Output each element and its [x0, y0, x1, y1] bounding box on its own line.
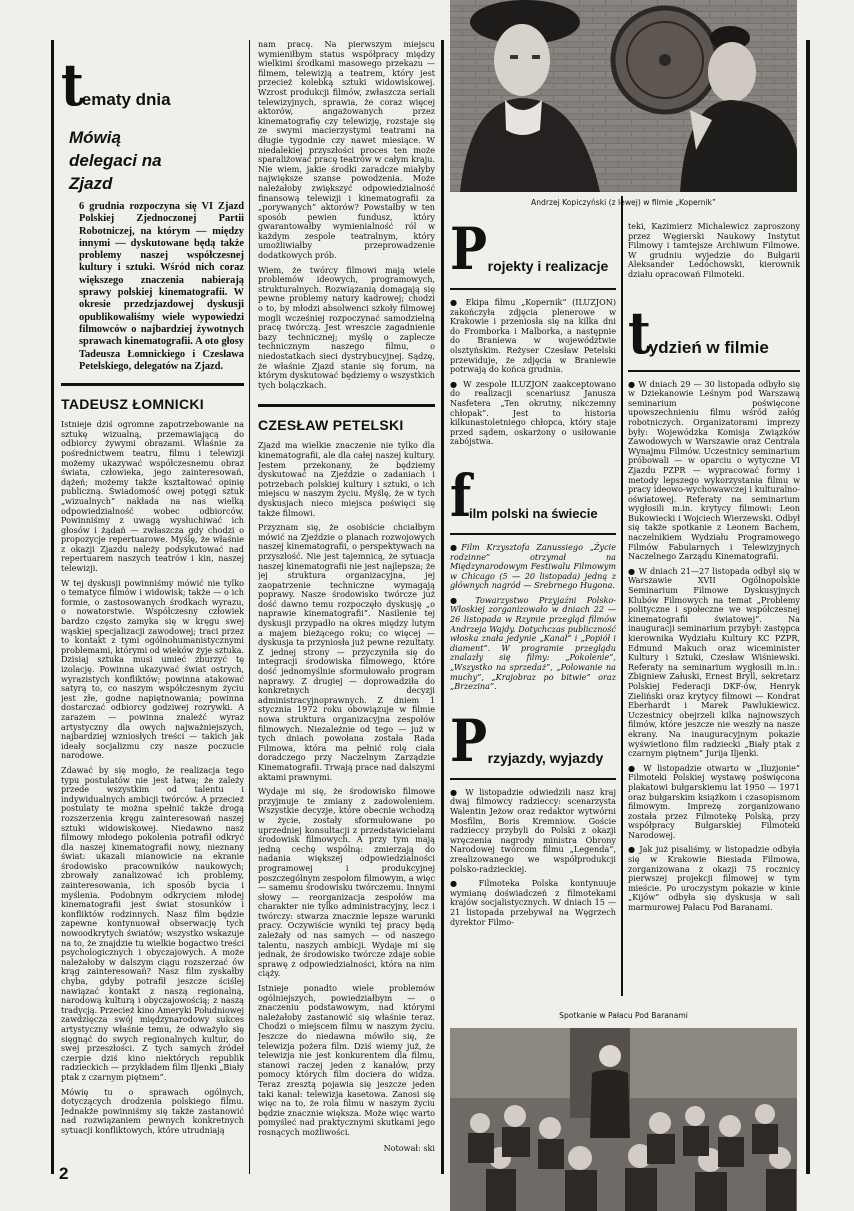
- column-rule-2: [441, 40, 444, 1174]
- article-paragraph: W tej dyskusji powinniśmy mówić nie tylko o tematyce filmów i widowisk; także — o ich formie, o zastosowanych środkach wyrazu, o nowatorstwie. Współczesny człowiek bardzo często zamyka się w kręgu swej wąskiej specjalizacji zawodowej; traci przez to kontakt z tymi ogólnohumanistycznymi problemami, którymi od wieków żyje sztuka. Dzisiaj sztuka musi umieć zburzyć tę izolację. Powinna ukazywać świat ostrych, wyrazistych konfliktów; powinna atakować satyrą to, co naszym współczesnym życiu jest złe, godne napiętnowania; powinna dostarczać odbiorcy godziwej rozrywki. A zarazem — powinna znaleźć wyraz artystyczny dla owych najważniejszych, najbardziej wzniosłych treści — takich jak ideały socjalizmu czy nasze poczucie narodowe.: [61, 577, 244, 761]
- column-1: [61, 58, 244, 1170]
- news-item: ● Towarzystwo Przyjaźni Polsko-Włoskiej zorganizowało w dniach 22 — 26 listopada w Rzymie przegląd filmów Andrzeja Wajdy. Dotychczas publiczność włoska znała jedynie „Kanał” i „Popiół i diament”. W programie przeglądu znalazły się filmy: „Pokolenie”, „Wszystko na sprzedaż”, „Polowanie na muchy”, „Krajobraz po bitwie” oraz „Brzezina”.: [450, 594, 616, 692]
- article-paragraph: Istnieje ponadto wiele problemów ogólniejszych, powiedziałbym — o znaczeniu podstawowym, nad którymi należałoby zastanowić się właśnie teraz. Chodzi o miejscem filmu w naszym życiu. Jeszcze do niedawna mówiło się, że telewizja pożera film. Dziś wiemy już, że telewizja nie jest konkurentem dla filmu, stanowi raczej jeden z kanałów, przy pomocy których film dociera do widza. Teraz zresztą pojawia się jeszcze jeden taki kanał: telewizja kasetowa. Zanosi się więc na to, że rola filmu w naszym życiu będzie znacznie większa. Może więc warto pomyśleć nad praktycznymi skutkami jego rosnących możliwości.: [258, 983, 435, 1137]
- news-item: ●Film Krzysztofa Zanussiego „Życie rodzinne” otrzymał na Międzynarodowym Festiwalu Filmowym w Chicago (5 — 20 listopada) jedną z głównych nagród — Srebrnego Hugona.: [450, 541, 616, 591]
- kicker-tematy-dnia: tematy dnia: [61, 58, 171, 119]
- article-paragraph: Przyznam się, że osobiście chciałbym mówić na Zjeździe o planach rozwojowych naszej kinematografii, o perspektywach na przyszłość. Nie jest tajemnicą, że sytuacja naszej kinematografii nie jest najlepsza; że jej struktura organizacyjna, jej zaopatrzenie techniczne wymagają poprawy. Nasze środowisko twórcze już dość dawno temu rozpoczęło dyskusję „o naprawie kinematografii”. Nasilenie tej dyskusji przypadło na okres między lutym a majem bieżącego roku; co więcej — dyskusja ta przyniosła już pewne rezultaty. Z jednej strony — przyczyniła się do integracji środowiska filmowego, które dość jednomyślnie sformułowało program naprawy. Z drugiej — doprowadziła do konkretnych decyzji administracyjnoprawnych. Z dniem 1 stycznia 1972 roku obowiązuje w filmie nowa struktura organizacyjna zespołów filmowych. Niezależnie od tego — już w tych dniach powołana została Rada Filmowa, która ma pełnić rolę ciała doradczego przy Naczelnym Zarządzie Kinematografii. Trwają prace nad dalszymi aktami prawnymi.: [258, 522, 435, 782]
- photo-kopernik: [450, 0, 797, 192]
- kicker-tydzien: tydzień w filmie: [628, 298, 769, 367]
- article-paragraph: Zdawać by się mogło, że realizacja tego typu postulatów nie jest łatwa; że zależy przede wszystkim od talentu i indywidualnych ambicji twórców. A przecież postulaty te można spełnić także drogą rozszerzenia kręgu zainteresowań naszej sztuki widowiskowej. Niedawno nasz filmowy młodego pokolenia potrafił odkryć dla naszej kinematografii nowy, nieznany świat: ukazali mianowicie na ekranie środowisko pracowników naukowych; zbrowały zanalizować ich problemy, zainteresowania, ich sposób bycia i myślenia. Podobnym odkryciem młodej kinematografii jest świat stosunków i konfliktów rodzinnych. Nasz film będzie zapewne kontynuował obserwację tych nowoodkrytych światów; wszystko wskazuje na to, że znajdzie tu wielkie bogactwo treści psychologicznych i obyczajowych. A może należałoby w dalszym ciągu rozszerzać ów krąg zainteresowań? Nasz film zyskałby chyba, gdyby potrafił jeszcze ściślej nawiązać kontakt z naszą regionalną, narodową kulturą i obyczajowością; z naszą tradycją. Przecież kino Ameryki Południowej zawdzięcza swój międzynarodowy sukces artystyczny właśnie temu, że odważyło się sięgnąć do swych regionalnych kultur, do swej przeszłości. Z tych samych źródeł czerpie dziś kino niektórych republik radzieckich — przykładem film Iljenki „Biały ptak z czarnym piętnem”.: [61, 764, 244, 1082]
- article-paragraph: Wiem, że twórcy filmowi mają wiele problemów ideowych, programowych, strukturalnych. Rozwiązanią domagają się pewne problemy natury kadrowej; chodzi o to, by młodzi absolwenci szkoły filmowej mogli wcześniej rozpoczynać samodzielną pracę twórczą. Jest wreszcie zagadnienie bazy technicznej; myślę o zaplecze technicznym naszego filmu, o niedostatkach sieci dystrybucyjnej. Sądzę, że właśnie Zjazd stanie się forum, na którym dyskutować będziemy o wszystkich tych bolączkach.: [258, 264, 435, 390]
- column-3: [450, 222, 616, 998]
- news-item-continued: teki, Kazimierz Michalewicz zaproszony przez Węgierski Naukowy Instytut Filmowy i tamtejsze Archiwum Filmowe. W grudniu wyjedzie do Bułgarii Aleksander Ledóchowski, kierownik działu opracowań Filmoteki.: [628, 222, 800, 279]
- news-item: ● W listopadzie odwiedzili nasz kraj dwaj filmowcy radzieccy: scenarzysta Walentin Jeżow oraz redaktor wytwórni Mosfilm, Boris Kremniow. Goście radzieccy przybyli do Polski z okazji wręczenia nagrody ministra Obrony Narodowej twórcom filmu „Legenda”, zrealizowanego we współprodukcji polsko-radzieckiej.: [450, 786, 616, 874]
- news-item: ● W listopadzie otwarto w „Iluzjonie” Filmoteki Polskiej wystawę poświęcona plakatowi bułgarskiemu lat 1950 — 1971 oraz bułgarskim książkom i czasopismom filmowym. Imprezę zorganizowano została przez Filmotekę Polską, przy współpracy Bułgarskiej Filmoteki Narodowej.: [628, 762, 800, 840]
- column-4: [628, 222, 800, 998]
- kicker-projekty: Projekty i realizacje: [450, 222, 609, 283]
- photo-kopernik-image: [450, 0, 797, 192]
- kicker-film-polski: film polski na świecie: [450, 461, 598, 530]
- photo-palace: [450, 1028, 797, 1211]
- divider: [450, 778, 616, 780]
- article-paragraph: Mówię tu o sprawach ogólnych, dotyczących drodzenia polskiego filmu. Jednakże powinniśmy się także zastanowić nad rozwiązaniem pewnych konkretnych sytuacji konfliktowych, które utrudniają: [61, 1086, 244, 1135]
- news-item: ● W dniach 29 — 30 listopada odbyło się w Dziekanowie Leśnym pod Warszawą seminarium poświęcone upowszechnieniu filmu wśród załóg robotniczych. Organizatorami imprezy były: Wojewódzka Komisja Związków Zawodowych w Warszawie oraz Centrala Wynajmu Filmów. Uczestnicy seminarium próbowali — w oparciu o wytyczne VI Zjazdu PZPR — wypracować formy i metody lepszego wykorzystania filmu w pracy ideowo-wychowawczej i kulturalno-oświatowej. Referaty na seminarium wygłosili m.in. krytycy filmowi: Leon Bukowiecki i Wojciech Wierzewski. Odbył się także spotkanie z Leonem Bachem, naczelnikiem Wydziału Programowego Filmów Fabularnych i Telewizyjnych Naczelnego Zarządu Kinematografii.: [628, 378, 800, 562]
- news-item: ● W dniach 21—27 listopada odbył się w Warszawie XVII Ogólnopolskie Seminarium Filmowe Dyskusyjnych Klubów Filmowych na temat „Problemy polityczne i społeczne we współczesnej kinematografii światowej”. Na inauguracji seminarium przybył: zastępca kierownika Wydziału Kultury KC PZPR, Edmund Makuch oraz wiceminister Kultury i Sztuki, Czesław Wiśniewski. Referaty na seminarium wygłosili m.in.: Zbigniew Załuski, Ernest Bryll, sekretarz Polskiej Federacji DKF-ów, Henryk Zieliński oraz krytycy filmowi — Kondrat Eberhardt i Marek Pawlukiewicz. Uczestnicy obejrzeli kilka najnowszych filmów, które jeszcze nie weszły na nasze ekrany. Na inauguracyjnym pokazie wyświetlono film radziecki „Biały ptak z czarnym piętnem” Jurija Iljenki.: [628, 565, 800, 759]
- page-number: 2: [59, 1164, 69, 1183]
- lead-paragraph: 6 grudnia rozpoczyna się VI Zjazd Polskiej Zjednoczonej Partii Robotniczej, na którym — między innymi — dyskutowane będą także problemy naszej współczesnej kultury i sztuki. Wśród nich coraz większego znaczenia nabierają sprawy polskiej kinematografii. W okresie przedzjazdowej dyskusji opublikowaliśmy wiele wypowiedzi filmowców o najbardziej żywotnych sprawach kinematografii. A oto głosy Tadeusza Łomnickiego i Czesława Petelskiego, delegatów na Zjazd.: [79, 201, 244, 372]
- column-rule-1: [249, 40, 250, 1174]
- news-item: ● W zespole ILUZJON zaakceptowano do realizacji scenariusz Janusza Nasfetera „Ten okrutny, nikczemny chłopak”. Jest to historia kilkunastoletniego chłopca, który staje przed sądem, oskarżony o usiłowanie zabójstwa.: [450, 378, 616, 447]
- divider: [450, 533, 616, 535]
- signature: Notował: ski: [383, 1142, 435, 1153]
- news-item: ● Jak już pisaliśmy, w listopadzie odbyła się w Krakowie Biesiada Filmowa, zorganizowana z okazji 75 rocznicy pierwszej projekcji filmowej w tym mieście. Po uroczystym pokazie w kinie „Kijów” odbyła się dyskusja w sali marmurowej Pałacu Pod Baranami.: [628, 844, 800, 913]
- article-paragraph: Istnieje dziś ogromne zapotrzebowanie na sztukę wizualną, przemawiającą do odbiorcy żywymi obrazami. Właśnie za pośrednictwem teatru, filmu i telewizji możemy ukazywać współczesnemu obraz świata, człowieka, jego zainteresowań, dążeń; możemy także kształtować opinię publiczną. Świadomość owej potęgi sztuk „wizualnych” nakłada na nas wielką odpowiedzialność wobec odbiorców. Powinniśmy z uwagą wysłuchiwać ich głosów i żądań — zwłaszcza gdy chodzi o propozycje repertuarowe. Myślę, że właśnie z okazji Zjazdu należy podsykutować nad repertuarem naszych teatrów i kin, naszej telewizji.: [61, 419, 244, 574]
- photo-palace-caption: Spotkanie w Pałacu Pod Baranami: [559, 1011, 688, 1020]
- section-heading-petelski: CZESŁAW PETELSKI: [258, 404, 435, 433]
- news-item: ● Ekipa filmu „Kopernik” (ILUZJON) zakończyła zdjęcia plenerowe w Krakowie i przeniosła się na kilka dni do Fromborka i Malborka, a następnie do Braniewa w województwie olsztyńskim. Reżyser Czesław Petelski przewiduje, że zdjęcia w Braniewie potrwają do końca grudnia.: [450, 297, 616, 375]
- article-paragraph: Wydaje mi się, że środowisko filmowe przyjmuje te zmiany z zadowoleniem. Wszystkie decyzje, które obecnie wchodzą w życie, zostały sformułowane po uprzedniej konsultacji z przedstawicielami środowisk filmowych. A przy tym mają jedną cechę wspólną: zmierzają do nadania większej odpowiedzialności programowej i produkcyjnej poszczególnym zespołom filmowym, a więc — samemu środowisku twórczemu. Innymi słowy — reorganizacja zespołów ma charakter nie tylko administracyjny, lecz i twórczy: stwarza znacznie lepsze warunki pracy. Oczywiście wyniki tej pracy będą zależały od nas samych — od naszego talentu, naszych ambicji. Wydaje mi się jednak, że środowisko twórcze zdaje sobie sprawę z odpowiedzialności, która na nim ciąży.: [258, 786, 435, 979]
- headline: Mówią delegaci na Zjazd: [69, 128, 162, 193]
- kicker-przyjazdy: Przyjazdy, wyjazdy: [450, 706, 604, 775]
- section-heading-lomnicki: TADEUSZ ŁOMNICKI: [61, 383, 244, 412]
- divider: [450, 288, 616, 290]
- page-rule-left: [51, 40, 54, 1174]
- photo-kopernik-caption: Andrzej Kopiczyński (z lewej) w filmie „Kopernik”: [531, 198, 716, 207]
- divider: [628, 370, 800, 372]
- news-item: ● Filmoteka Polska kontynuuje wymianę doświadczeń z filmotekami krajów socjalistycznych. W dniach 15 — 21 listopada przebywał na Węgrzech dyrektor Filmo-: [450, 878, 616, 927]
- article-paragraph: Zjazd ma wielkie znaczenie nie tylko dla kinematografii, ale dla całej naszej kultury. Jestem przekonany, że będziemy dyskutować na Zjeździe o zadaniach i potrzebach polskiej kultury i sztuki, o ich miejscu w naszym życiu. Myślę, że w tych dyskusjach nieco miejsca poświęci się także filmowi.: [258, 440, 435, 518]
- page-rule-right: [806, 40, 810, 1174]
- column-rule-3: [621, 196, 623, 996]
- photo-palace-image: [450, 1028, 797, 1211]
- column-2: [258, 40, 435, 1160]
- article-paragraph: nam pracę. Na pierwszym miejscu wymieniłbym status współpracy między wielkimi środkami masowego przekazu — filmem, telewizją a teatrem, który jest przecież kolebką sztuki widowiskowej. Wzrost produkcji filmów, zwłaszcza seriali telewizyjnych, sprawia, że coraz więcej aktorów, angażowanych przez kinematografię czy telewizję, rozstaje się ze swymi macierzystymi teatrami na długie tygodnie czy nawet miesiące. W niedalekiej przyszłości proces ten może sparaliżować pracę teatrów w całym kraju. Nie wiem, jakie środki zaradcze miałyby największe szanse powodzenia. Może należałoby zwiększyć odpowiedzialność finansową telewizji i kinematografii za „porywanych” aktorów? Powstałby w ten sposób pewien fundusz, który gwarantowałby wymienialność ról w każdym zespole teatralnym, który umożliwiałby przeprowadzenie dodatkowych prób.: [258, 40, 435, 261]
